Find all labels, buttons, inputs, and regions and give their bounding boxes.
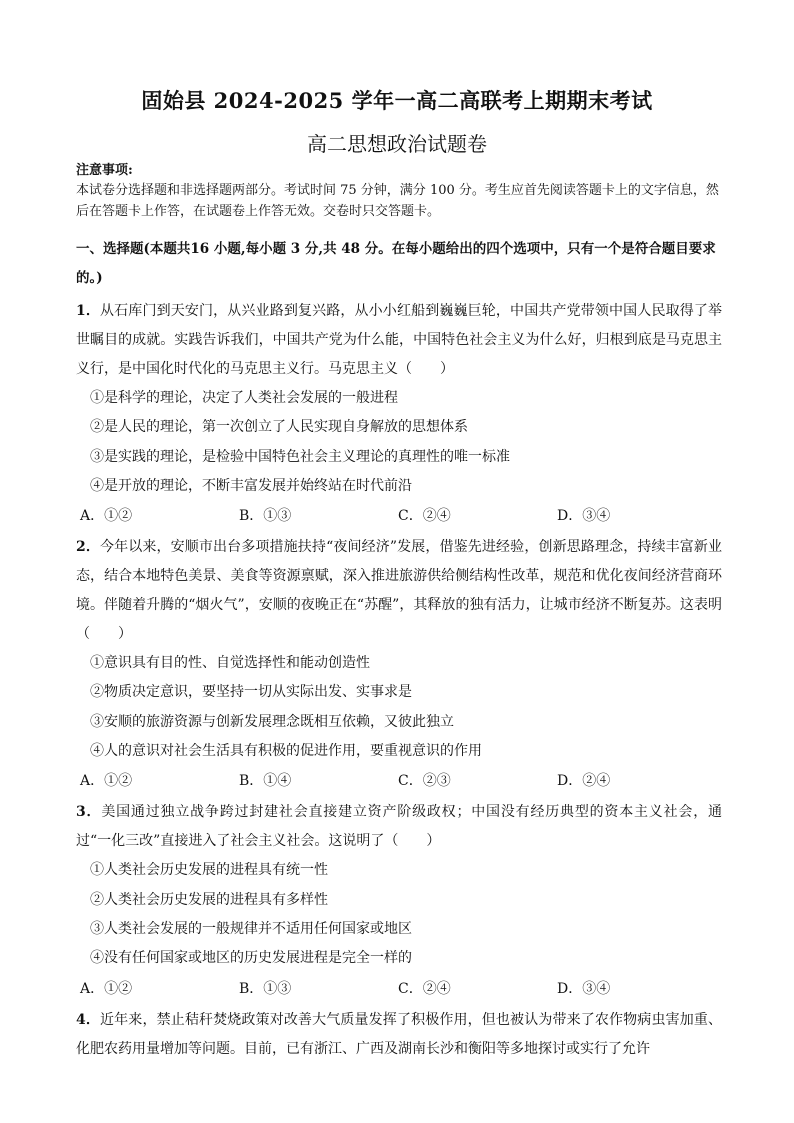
question-stem [76, 798, 722, 856]
question-number: 2． [76, 539, 100, 556]
exam-subtitle: 高二思想政治试题卷 [307, 132, 487, 156]
option-statement: ④人的意识对社会生活具有积极的促进作用，要重视意识的作用 [90, 743, 482, 760]
option-statement: ②是人民的理论，第一次创立了人民实现自身解放的思想体系 [90, 419, 468, 436]
question-3 [76, 798, 722, 1003]
option-statement: ④是开放的理论，不断丰富发展并始终站在时代前沿 [90, 477, 412, 494]
question-number: 4． [76, 1011, 101, 1028]
answer-choices [76, 974, 722, 1004]
question-2 [76, 533, 722, 796]
question-number: 3． [76, 804, 102, 821]
question-4 [76, 1006, 722, 1064]
question-text: 近年来，禁止秸秆焚烧政策对改善大气质量发挥了积极作用，但也被认为带来了农作物病虫害加重、化肥农药用量增加等问题。目前，已有浙江、广西及湖南长沙和衡阳等多地探讨或实行了允许 [76, 1011, 723, 1057]
answer-choices [76, 501, 722, 531]
notice-body: 本试卷分选择题和非选择题两部分。考试时间 75 分钟，满分 100 分。考生应首先阅读答题卡上的文字信息，然后在答题卡上作答，在试题卷上作答无效。交卷时只交答题卡。 [76, 183, 719, 219]
option-statement: ①是科学的理论，决定了人类社会发展的一般进程 [90, 390, 398, 406]
question-content [76, 235, 722, 1064]
question-text: 从石库门到天安门，从兴业路到复兴路，从小小红船到巍巍巨轮，中国共产党带领中国人民取得了举世瞩目的成就。实践告诉我们，中国共产党为什么能，中国特色社会主义为什么好，归根到底是马克思主义行，是中国化时代化的马克思主义行。马克思主义（ ） [76, 303, 723, 377]
choice-c: C．②④ [398, 980, 451, 997]
question-text: 美国通过独立战争跨过封建社会直接建立资产阶级政权；中国没有经历典型的资本主义社会，通过“一化三改”直接进入了社会主义社会。这说明了（ ） [76, 804, 722, 850]
question-stem [76, 1006, 722, 1064]
question-stem [76, 297, 722, 384]
answer-choices [76, 766, 722, 796]
question-text: 今年以来，安顺市出台多项措施扶持“夜间经济”发展，借鉴先进经验，创新思路理念，持续丰富新业态，结合本地特色美景、美食等资源禀赋，深入推进旅游供给侧结构性改革，规范和优化夜间经济营商环境。伴随着升腾的“烟火气”，安顺的夜晚正在“苏醒”，其释放的独有活力，让城市经济不断复苏。这表明（ ） [76, 539, 722, 643]
option-statement: ①人类社会历史发展的进程具有统一性 [90, 862, 328, 879]
exam-title: 固始县 2024-2025 学年一高二高联考上期期末考试 [141, 88, 653, 113]
option-statement: ④没有任何国家或地区的历史发展进程是完全一样的 [90, 950, 412, 967]
notice-heading: 注意事项: [76, 163, 133, 178]
option-statement: ③人类社会发展的一般规律并不适用任何国家或地区 [90, 920, 412, 937]
option-statement: ③安顺的旅游资源与创新发展理念既相互依赖，又彼此独立 [90, 713, 454, 730]
question-stem [76, 533, 722, 649]
choice-b: B．①③ [239, 508, 292, 525]
question-1 [76, 297, 722, 531]
choice-d: D．③④ [557, 980, 611, 997]
choice-a: A．①② [80, 980, 133, 997]
choice-b: B．①④ [239, 773, 292, 790]
section-title: 一、选择题(本题共16 小题,每小题 3 分,共 48 分。在每小题给出的四个选项中，只有一个是符合题目要求的。) [76, 241, 716, 286]
choice-c: C．②③ [398, 773, 451, 790]
choice-a: A．①② [80, 508, 133, 525]
option-statement: ③是实践的理论，是检验中国特色社会主义理论的真理性的唯一标准 [90, 448, 510, 465]
choice-a: A．①② [80, 773, 133, 790]
option-statement: ②人类社会历史发展的进程具有多样性 [90, 891, 328, 908]
choice-c: C．②④ [398, 508, 451, 525]
choice-b: B．①③ [239, 980, 292, 997]
option-statement: ②物质决定意识，要坚持一切从实际出发、实事求是 [90, 684, 412, 701]
option-statement: ①意识具有目的性、自觉选择性和能动创造性 [90, 655, 370, 672]
question-number: 1． [76, 303, 101, 319]
choice-d: D．②④ [557, 773, 611, 790]
choice-d: D．③④ [557, 508, 611, 525]
